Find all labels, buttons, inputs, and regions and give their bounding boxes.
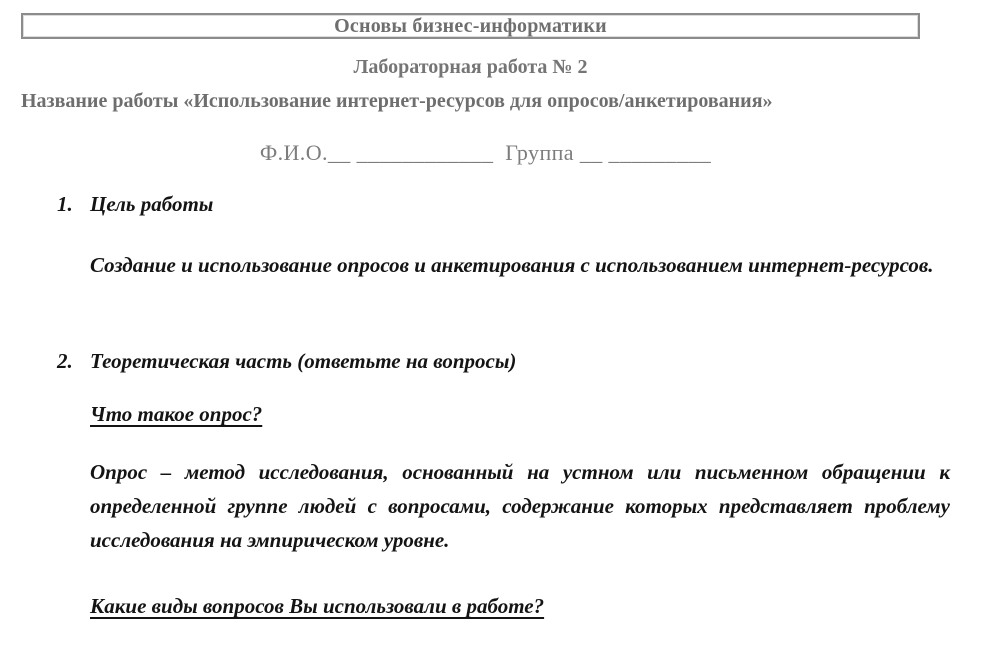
question-what-is-survey: Что такое опрос? bbox=[90, 402, 263, 426]
section-theory-title: Теоретическая часть (ответьте на вопросы) bbox=[90, 349, 517, 373]
course-title: Основы бизнес-информатики bbox=[334, 15, 607, 37]
goal-paragraph: Создание и использование опросов и анкетирования с использованием интернет-ресурсов. bbox=[90, 253, 934, 277]
work-name-line: Название работы «Использование интернет-ресурсов для опросов/анкетирования» bbox=[21, 90, 773, 112]
section-theory-number: 2. bbox=[57, 349, 73, 373]
lab-title: Лабораторная работа № 2 bbox=[353, 56, 588, 78]
fio-group-blank-line: Ф.И.О.__ ____________ Группа __ _________ bbox=[259, 140, 712, 165]
course-title-box bbox=[21, 13, 920, 39]
section-goal-number: 1. bbox=[57, 192, 73, 216]
section-goal-title: Цель работы bbox=[90, 192, 214, 216]
section-goal bbox=[21, 192, 950, 216]
question-types-of-questions-used: Какие виды вопросов Вы использовали в работе? bbox=[90, 594, 545, 618]
survey-definition-paragraph: Опрос – метод исследования, основанный на устном или письменном обращении к определенной группе людей с вопросами, содержание которых представляет проблему исследования на эмпирическом уровне. bbox=[90, 460, 950, 552]
section-theory bbox=[21, 349, 950, 373]
